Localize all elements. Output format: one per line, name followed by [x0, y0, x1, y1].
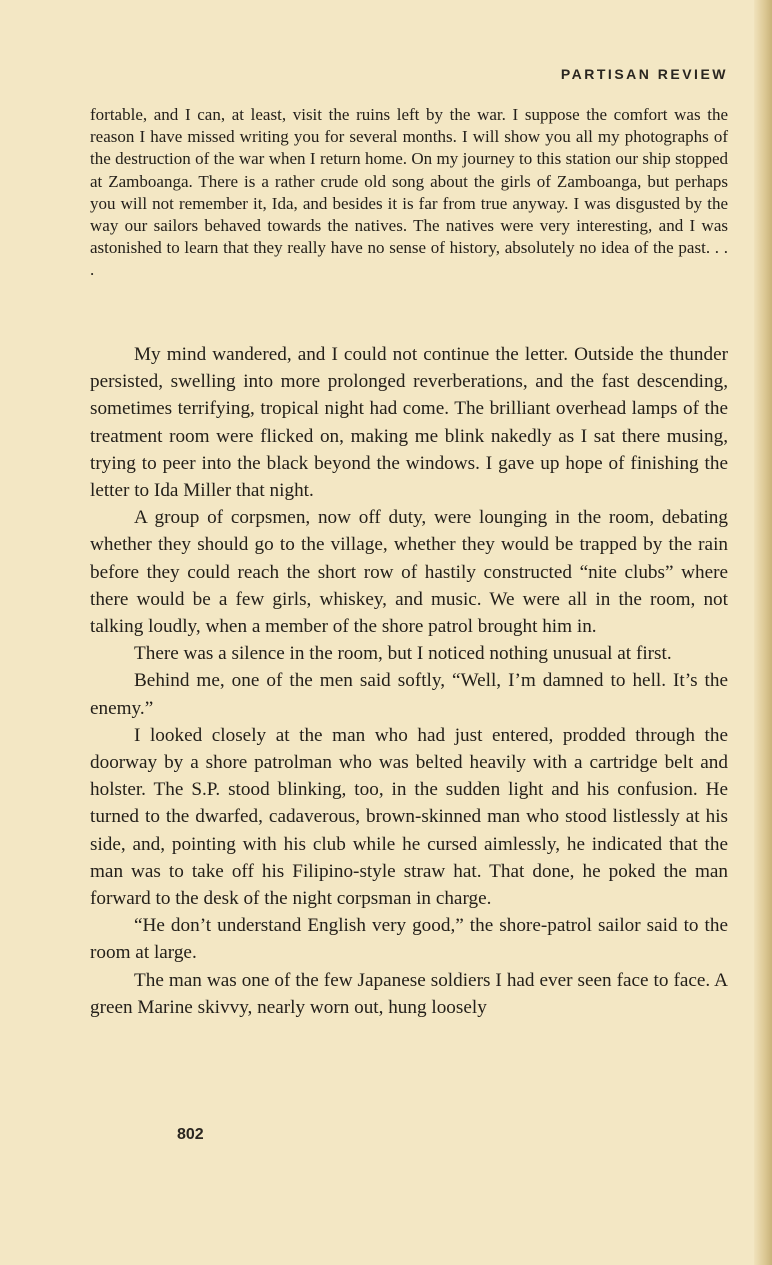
page-number: 802 — [177, 1126, 204, 1143]
paragraph-1: My mind wandered, and I could not continue the letter. Outside the thunder persisted, swelling into more prolonged reverberations, and the fast descending, sometimes terrifying, tropical night had come. The brilliant overhead lamps of the treatment room were flicked on, making me blink nakedly as I sat there musing, trying to peer into the black beyond the windows. I gave up hope of finishing the letter to Ida Miller that night. — [90, 344, 728, 502]
letter-paragraph: fortable, and I can, at least, visit the ruins left by the war. I suppose the comfort was the reason I have missed writing you for several months. I will show you all my photographs of the destruction of the war when I return home. On my journey to this station our ship stopped at Zamboanga. There is a rather crude old song about the girls of Zamboanga, but perhaps you will not remember it, Ida, and besides it is far from true anyway. I was disgusted by the way our sailors behaved towards the natives. The natives were very interesting, and I was astonished to learn that they really have no sense of history, absolutely no idea of the past. . . . — [90, 105, 728, 280]
paragraph-4: Behind me, one of the men said softly, “Well, I’m damned to hell. It’s the enemy.” — [90, 670, 728, 719]
running-head: PARTISAN REVIEW — [560, 66, 728, 82]
paragraph-5: I looked closely at the man who had just entered, prodded through the doorway by a shore patrolman who was belted heavily with a cartridge belt and holster. The S.P. stood blinking, too, in the sudden light and his confusion. He turned to the dwarfed, cadaverous, brown-skinned man who stood listlessly at his side, and, pointing with his club while he cursed aimlessly, he indicated that the man was to take off his Filipino-style straw hat. That done, he poked the man forward to the desk of the night corpsman in charge. — [90, 724, 728, 910]
paragraph-3: There was a silence in the room, but I noticed nothing unusual at first. — [134, 643, 672, 665]
letter-excerpt — [90, 104, 728, 282]
paragraph-7: The man was one of the few Japanese soldiers I had ever seen face to face. A green Marine skivvy, nearly worn out, hung loosely — [90, 969, 728, 1018]
paragraph-2: A group of corpsmen, now off duty, were lounging in the room, debating whether they should go to the village, whether they would be trapped by the rain before they could reach the short row of hastily constructed “nite clubs” where there would be a few girls, whiskey, and music. We were all in the room, not talking loudly, when a member of the shore patrol brought him in. — [90, 507, 728, 638]
narrative-body — [90, 341, 728, 1021]
paragraph-6: “He don’t understand English very good,” the shore-patrol sailor said to the room at large. — [90, 915, 728, 964]
